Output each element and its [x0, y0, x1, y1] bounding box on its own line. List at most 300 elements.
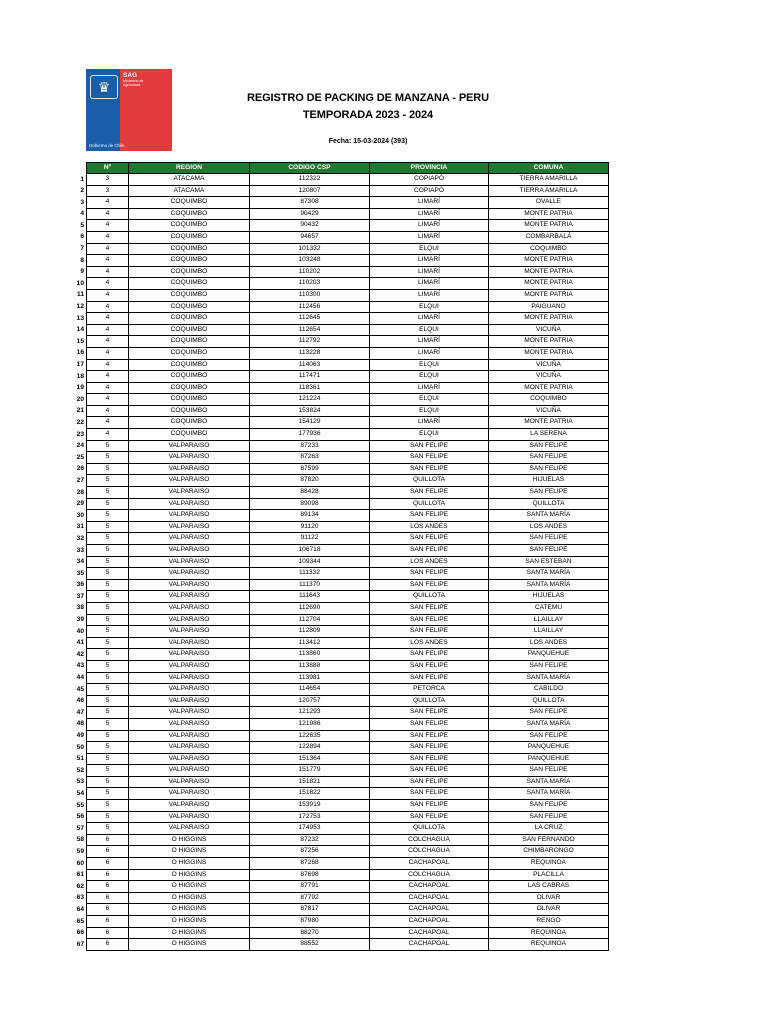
- cell-codigo-csp: 151364: [250, 753, 370, 765]
- cell-region: VALPARAISO: [129, 533, 250, 545]
- cell-region: COQUIMBO: [129, 231, 250, 243]
- cell-provincia: SAN FELIPE: [370, 487, 489, 499]
- logo-blue-panel: [86, 69, 120, 151]
- cell-comuna: SAN FELIPE: [489, 463, 609, 475]
- cell-region-number: 4: [87, 336, 129, 348]
- cell-provincia: CACHAPOAL: [370, 892, 489, 904]
- column-header-region: REGION: [129, 163, 250, 174]
- cell-region-number: 4: [87, 313, 129, 325]
- cell-codigo-csp: 88552: [250, 939, 370, 951]
- cell-comuna: MONTE PATRIA: [489, 289, 609, 301]
- cell-region: VALPARAISO: [129, 695, 250, 707]
- row-number: 46: [76, 697, 84, 705]
- cell-provincia: CACHAPOAL: [370, 881, 489, 893]
- cell-provincia: SAN FELIPE: [370, 776, 489, 788]
- table-row: [87, 649, 609, 661]
- row-number: 30: [76, 511, 84, 519]
- cell-region-number: 5: [87, 475, 129, 487]
- document-title: REGISTRO DE PACKING DE MANZANA - PERU: [247, 92, 489, 104]
- cell-region: COQUIMBO: [129, 394, 250, 406]
- cell-comuna: HIJUELAS: [489, 475, 609, 487]
- cell-region: VALPARAISO: [129, 811, 250, 823]
- cell-codigo-csp: 112645: [250, 313, 370, 325]
- cell-region: VALPARAISO: [129, 776, 250, 788]
- cell-region: COQUIMBO: [129, 220, 250, 232]
- row-number: 18: [76, 372, 84, 380]
- cell-region-number: 6: [87, 916, 129, 928]
- cell-codigo-csp: 88270: [250, 927, 370, 939]
- cell-region: VALPARAISO: [129, 660, 250, 672]
- table-row: [87, 684, 609, 696]
- cell-comuna: RENGO: [489, 916, 609, 928]
- cell-provincia: COPIAPÓ: [370, 174, 489, 186]
- row-number: 16: [76, 349, 84, 357]
- cell-region-number: 5: [87, 440, 129, 452]
- table-row: [87, 660, 609, 672]
- cell-region: COQUIMBO: [129, 324, 250, 336]
- table-row: [87, 371, 609, 383]
- cell-region-number: 5: [87, 800, 129, 812]
- cell-region: VALPARAISO: [129, 510, 250, 522]
- row-number: 31: [76, 523, 84, 531]
- row-number: 59: [76, 847, 84, 855]
- cell-region-number: 5: [87, 730, 129, 742]
- cell-provincia: LIMARÍ: [370, 231, 489, 243]
- cell-provincia: PETORCA: [370, 684, 489, 696]
- cell-provincia: SAN FELIPE: [370, 800, 489, 812]
- cell-comuna: SAN FELIPE: [489, 545, 609, 557]
- cell-region: VALPARAISO: [129, 487, 250, 499]
- cell-region-number: 4: [87, 382, 129, 394]
- logo-government: Gobierno de Chile: [89, 143, 125, 148]
- cell-provincia: COLCHAGUA: [370, 846, 489, 858]
- cell-comuna: PANQUEHUE: [489, 753, 609, 765]
- cell-region: COQUIMBO: [129, 359, 250, 371]
- cell-region: VALPARAISO: [129, 452, 250, 464]
- table-row: [87, 475, 609, 487]
- cell-region: VALPARAISO: [129, 579, 250, 591]
- row-number: 13: [76, 314, 84, 322]
- cell-region-number: 5: [87, 591, 129, 603]
- cell-provincia: CACHAPOAL: [370, 927, 489, 939]
- row-number: 10: [76, 279, 84, 287]
- cell-region-number: 5: [87, 498, 129, 510]
- cell-region: O HIGGINS: [129, 904, 250, 916]
- cell-provincia: ELQUI: [370, 243, 489, 255]
- cell-provincia: LIMARÍ: [370, 266, 489, 278]
- cell-codigo-csp: 87980: [250, 916, 370, 928]
- cell-region: VALPARAISO: [129, 545, 250, 557]
- table-row: [87, 811, 609, 823]
- cell-region-number: 3: [87, 174, 129, 186]
- row-number: 55: [76, 801, 84, 809]
- cell-region-number: 4: [87, 429, 129, 441]
- row-number: 24: [76, 442, 84, 450]
- cell-comuna: MONTE PATRIA: [489, 313, 609, 325]
- cell-provincia: LIMARÍ: [370, 336, 489, 348]
- cell-region-number: 6: [87, 869, 129, 881]
- table-row: [87, 545, 609, 557]
- cell-comuna: MONTE PATRIA: [489, 382, 609, 394]
- cell-provincia: ELQUI: [370, 359, 489, 371]
- table-row: [87, 846, 609, 858]
- cell-provincia: SAN FELIPE: [370, 672, 489, 684]
- cell-region: COQUIMBO: [129, 208, 250, 220]
- cell-provincia: COPIAPÓ: [370, 185, 489, 197]
- table-row: [87, 753, 609, 765]
- cell-comuna: MONTE PATRIA: [489, 208, 609, 220]
- cell-region: VALPARAISO: [129, 568, 250, 580]
- cell-region-number: 4: [87, 347, 129, 359]
- cell-codigo-csp: 87268: [250, 858, 370, 870]
- cell-provincia: QUILLOTA: [370, 695, 489, 707]
- cell-codigo-csp: 113888: [250, 660, 370, 672]
- cell-region-number: 5: [87, 463, 129, 475]
- cell-provincia: CACHAPOAL: [370, 858, 489, 870]
- cell-comuna: LA CRUZ: [489, 823, 609, 835]
- cell-region-number: 4: [87, 266, 129, 278]
- cell-region-number: 5: [87, 637, 129, 649]
- cell-codigo-csp: 87308: [250, 197, 370, 209]
- cell-provincia: CACHAPOAL: [370, 939, 489, 951]
- table-row: [87, 858, 609, 870]
- row-number: 23: [76, 430, 84, 438]
- cell-provincia: SAN FELIPE: [370, 788, 489, 800]
- cell-provincia: QUILLOTA: [370, 823, 489, 835]
- row-number: 50: [76, 743, 84, 751]
- cell-region-number: 5: [87, 487, 129, 499]
- table-row: [87, 243, 609, 255]
- cell-codigo-csp: 109344: [250, 556, 370, 568]
- row-number: 32: [76, 534, 84, 542]
- cell-region-number: 5: [87, 684, 129, 696]
- cell-comuna: MONTE PATRIA: [489, 266, 609, 278]
- row-number: 27: [76, 476, 84, 484]
- cell-comuna: SAN ESTEBAN: [489, 556, 609, 568]
- cell-comuna: SAN FELIPE: [489, 440, 609, 452]
- cell-region: COQUIMBO: [129, 429, 250, 441]
- cell-region-number: 4: [87, 394, 129, 406]
- cell-region: VALPARAISO: [129, 556, 250, 568]
- cell-codigo-csp: 113981: [250, 672, 370, 684]
- table-row: [87, 452, 609, 464]
- cell-comuna: SANTA MARÍA: [489, 672, 609, 684]
- table-row: [87, 382, 609, 394]
- cell-codigo-csp: 87233: [250, 440, 370, 452]
- cell-region-number: 5: [87, 521, 129, 533]
- table-row: [87, 394, 609, 406]
- cell-provincia: SAN FELIPE: [370, 614, 489, 626]
- cell-codigo-csp: 87792: [250, 892, 370, 904]
- cell-region-number: 5: [87, 742, 129, 754]
- cell-region: VALPARAISO: [129, 823, 250, 835]
- cell-codigo-csp: 151822: [250, 788, 370, 800]
- cell-codigo-csp: 112809: [250, 626, 370, 638]
- cell-comuna: PAIGUANO: [489, 301, 609, 313]
- cell-codigo-csp: 121293: [250, 707, 370, 719]
- cell-codigo-csp: 87817: [250, 904, 370, 916]
- table-row: [87, 672, 609, 684]
- cell-region: VALPARAISO: [129, 591, 250, 603]
- table-row: [87, 533, 609, 545]
- row-number: 4: [80, 210, 84, 218]
- table-row: [87, 869, 609, 881]
- table-row: [87, 266, 609, 278]
- cell-comuna: CATEMU: [489, 602, 609, 614]
- row-number: 67: [76, 940, 84, 948]
- cell-region: COQUIMBO: [129, 301, 250, 313]
- cell-codigo-csp: 90429: [250, 208, 370, 220]
- cell-region: VALPARAISO: [129, 788, 250, 800]
- cell-comuna: TIERRA AMARILLA: [489, 174, 609, 186]
- cell-codigo-csp: 122635: [250, 730, 370, 742]
- logo-text: [123, 72, 143, 87]
- table-row: [87, 313, 609, 325]
- table-row: [87, 834, 609, 846]
- cell-provincia: ELQUI: [370, 301, 489, 313]
- cell-comuna: VICUÑA: [489, 371, 609, 383]
- cell-provincia: LIMARÍ: [370, 347, 489, 359]
- cell-codigo-csp: 151821: [250, 776, 370, 788]
- cell-provincia: LOS ANDES: [370, 521, 489, 533]
- cell-comuna: QUILLOTA: [489, 695, 609, 707]
- cell-region-number: 5: [87, 510, 129, 522]
- cell-comuna: SAN FELIPE: [489, 765, 609, 777]
- cell-codigo-csp: 90432: [250, 220, 370, 232]
- row-number: 28: [76, 488, 84, 496]
- cell-codigo-csp: 112690: [250, 602, 370, 614]
- cell-region: O HIGGINS: [129, 834, 250, 846]
- row-number: 33: [76, 546, 84, 554]
- cell-region: O HIGGINS: [129, 916, 250, 928]
- cell-region-number: 5: [87, 707, 129, 719]
- cell-codigo-csp: 106718: [250, 545, 370, 557]
- cell-region: VALPARAISO: [129, 614, 250, 626]
- logo-acronym: SAG: [123, 72, 138, 79]
- cell-region-number: 4: [87, 231, 129, 243]
- cell-comuna: OLIVAR: [489, 892, 609, 904]
- row-number: 6: [80, 233, 84, 241]
- table-row: [87, 521, 609, 533]
- table-row: [87, 602, 609, 614]
- cell-region-number: 6: [87, 834, 129, 846]
- cell-codigo-csp: 112322: [250, 174, 370, 186]
- cell-comuna: QUILLOTA: [489, 498, 609, 510]
- cell-region: COQUIMBO: [129, 266, 250, 278]
- table-row: [87, 336, 609, 348]
- cell-region-number: 5: [87, 776, 129, 788]
- table-row: [87, 730, 609, 742]
- cell-comuna: SAN FELIPE: [489, 800, 609, 812]
- row-number: 5: [80, 221, 84, 229]
- row-number: 51: [76, 755, 84, 763]
- table-row: [87, 800, 609, 812]
- cell-comuna: VICUÑA: [489, 405, 609, 417]
- row-number: 61: [76, 871, 84, 879]
- row-number: 15: [76, 337, 84, 345]
- cell-provincia: ELQUI: [370, 405, 489, 417]
- cell-provincia: SAN FELIPE: [370, 730, 489, 742]
- cell-provincia: SAN FELIPE: [370, 742, 489, 754]
- row-number: 41: [76, 639, 84, 647]
- cell-region-number: 5: [87, 626, 129, 638]
- cell-provincia: SAN FELIPE: [370, 602, 489, 614]
- cell-region: VALPARAISO: [129, 730, 250, 742]
- cell-provincia: LIMARÍ: [370, 197, 489, 209]
- cell-comuna: VICUÑA: [489, 324, 609, 336]
- cell-provincia: SAN FELIPE: [370, 626, 489, 638]
- row-number: 34: [76, 558, 84, 566]
- cell-region: O HIGGINS: [129, 846, 250, 858]
- table-row: [87, 324, 609, 336]
- cell-comuna: MONTE PATRIA: [489, 336, 609, 348]
- table-header-row: [87, 163, 609, 174]
- logo-subtitle-2: Agricultura: [123, 83, 141, 88]
- cell-region: VALPARAISO: [129, 684, 250, 696]
- table-row: [87, 208, 609, 220]
- cell-region: COQUIMBO: [129, 313, 250, 325]
- cell-region: VALPARAISO: [129, 637, 250, 649]
- row-number: 48: [76, 720, 84, 728]
- cell-codigo-csp: 111643: [250, 591, 370, 603]
- cell-comuna: PANQUEHUE: [489, 742, 609, 754]
- cell-codigo-csp: 154129: [250, 417, 370, 429]
- cell-comuna: CABILDO: [489, 684, 609, 696]
- cell-provincia: LIMARÍ: [370, 289, 489, 301]
- cell-codigo-csp: 113228: [250, 347, 370, 359]
- row-number: 14: [76, 326, 84, 334]
- cell-codigo-csp: 174953: [250, 823, 370, 835]
- row-number: 43: [76, 662, 84, 670]
- table-row: [87, 440, 609, 452]
- cell-codigo-csp: 94657: [250, 231, 370, 243]
- cell-region: VALPARAISO: [129, 672, 250, 684]
- cell-region-number: 6: [87, 939, 129, 951]
- cell-region-number: 4: [87, 289, 129, 301]
- row-number: 54: [76, 789, 84, 797]
- cell-provincia: SAN FELIPE: [370, 753, 489, 765]
- row-number: 8: [80, 256, 84, 264]
- row-number: 53: [76, 778, 84, 786]
- cell-comuna: SAN FELIPE: [489, 730, 609, 742]
- row-number: 21: [76, 407, 84, 415]
- row-number: 37: [76, 592, 84, 600]
- cell-region-number: 5: [87, 614, 129, 626]
- cell-provincia: SAN FELIPE: [370, 707, 489, 719]
- row-number: 42: [76, 650, 84, 658]
- logo-subtitle-1: Ministerio de: [123, 79, 144, 83]
- cell-provincia: LIMARÍ: [370, 382, 489, 394]
- cell-region-number: 5: [87, 695, 129, 707]
- cell-codigo-csp: 118361: [250, 382, 370, 394]
- cell-provincia: SAN FELIPE: [370, 579, 489, 591]
- cell-provincia: COLCHAGUA: [370, 834, 489, 846]
- cell-comuna: SANTA MARÍA: [489, 568, 609, 580]
- cell-region: VALPARAISO: [129, 626, 250, 638]
- table-row: [87, 197, 609, 209]
- cell-region-number: 4: [87, 278, 129, 290]
- cell-region-number: 5: [87, 452, 129, 464]
- cell-region-number: 4: [87, 243, 129, 255]
- cell-region-number: 3: [87, 185, 129, 197]
- table-row: [87, 591, 609, 603]
- cell-comuna: LOS ANDES: [489, 521, 609, 533]
- cell-provincia: SAN FELIPE: [370, 568, 489, 580]
- cell-region-number: 4: [87, 197, 129, 209]
- cell-codigo-csp: 112456: [250, 301, 370, 313]
- packing-registry-table: [86, 162, 609, 951]
- cell-region: ATACAMA: [129, 174, 250, 186]
- cell-region-number: 4: [87, 417, 129, 429]
- table-row: [87, 174, 609, 186]
- row-number: 20: [76, 395, 84, 403]
- row-number: 35: [76, 569, 84, 577]
- row-number: 56: [76, 813, 84, 821]
- cell-comuna: SANTA MARÍA: [489, 776, 609, 788]
- cell-provincia: QUILLOTA: [370, 475, 489, 487]
- table-row: [87, 892, 609, 904]
- row-number: 45: [76, 685, 84, 693]
- cell-comuna: LOS ANDES: [489, 637, 609, 649]
- cell-comuna: MONTE PATRIA: [489, 417, 609, 429]
- cell-codigo-csp: 117471: [250, 371, 370, 383]
- cell-region: COQUIMBO: [129, 347, 250, 359]
- cell-codigo-csp: 121986: [250, 718, 370, 730]
- cell-codigo-csp: 177936: [250, 429, 370, 441]
- cell-codigo-csp: 91120: [250, 521, 370, 533]
- cell-codigo-csp: 110203: [250, 278, 370, 290]
- cell-region-number: 6: [87, 927, 129, 939]
- table-row: [87, 359, 609, 371]
- table-row: [87, 916, 609, 928]
- table-row: [87, 579, 609, 591]
- cell-comuna: LA SERENA: [489, 429, 609, 441]
- table-row: [87, 289, 609, 301]
- cell-provincia: ELQUI: [370, 394, 489, 406]
- cell-provincia: QUILLOTA: [370, 591, 489, 603]
- cell-region: COQUIMBO: [129, 336, 250, 348]
- table-row: [87, 568, 609, 580]
- cell-comuna: COQUIMBO: [489, 394, 609, 406]
- row-number: 17: [76, 361, 84, 368]
- table-row: [87, 487, 609, 499]
- cell-codigo-csp: 103248: [250, 255, 370, 267]
- cell-provincia: LIMARÍ: [370, 220, 489, 232]
- cell-comuna: OLIVAR: [489, 904, 609, 916]
- table-row: [87, 742, 609, 754]
- cell-region: VALPARAISO: [129, 800, 250, 812]
- table-row: [87, 695, 609, 707]
- coat-of-arms-icon: ♛: [90, 75, 118, 99]
- table-row: [87, 718, 609, 730]
- row-number: 29: [76, 500, 84, 508]
- cell-provincia: ELQUI: [370, 429, 489, 441]
- table-row: [87, 510, 609, 522]
- cell-comuna: HIJUELAS: [489, 591, 609, 603]
- cell-comuna: SAN FELIPE: [489, 707, 609, 719]
- cell-region-number: 5: [87, 718, 129, 730]
- row-number: 12: [76, 303, 84, 311]
- table-row: [87, 405, 609, 417]
- cell-provincia: QUILLOTA: [370, 498, 489, 510]
- cell-provincia: LOS ANDES: [370, 556, 489, 568]
- cell-region-number: 5: [87, 649, 129, 661]
- cell-codigo-csp: 112654: [250, 324, 370, 336]
- cell-codigo-csp: 122894: [250, 742, 370, 754]
- table-row: [87, 927, 609, 939]
- row-number: 57: [76, 824, 84, 832]
- row-number: 22: [76, 418, 84, 426]
